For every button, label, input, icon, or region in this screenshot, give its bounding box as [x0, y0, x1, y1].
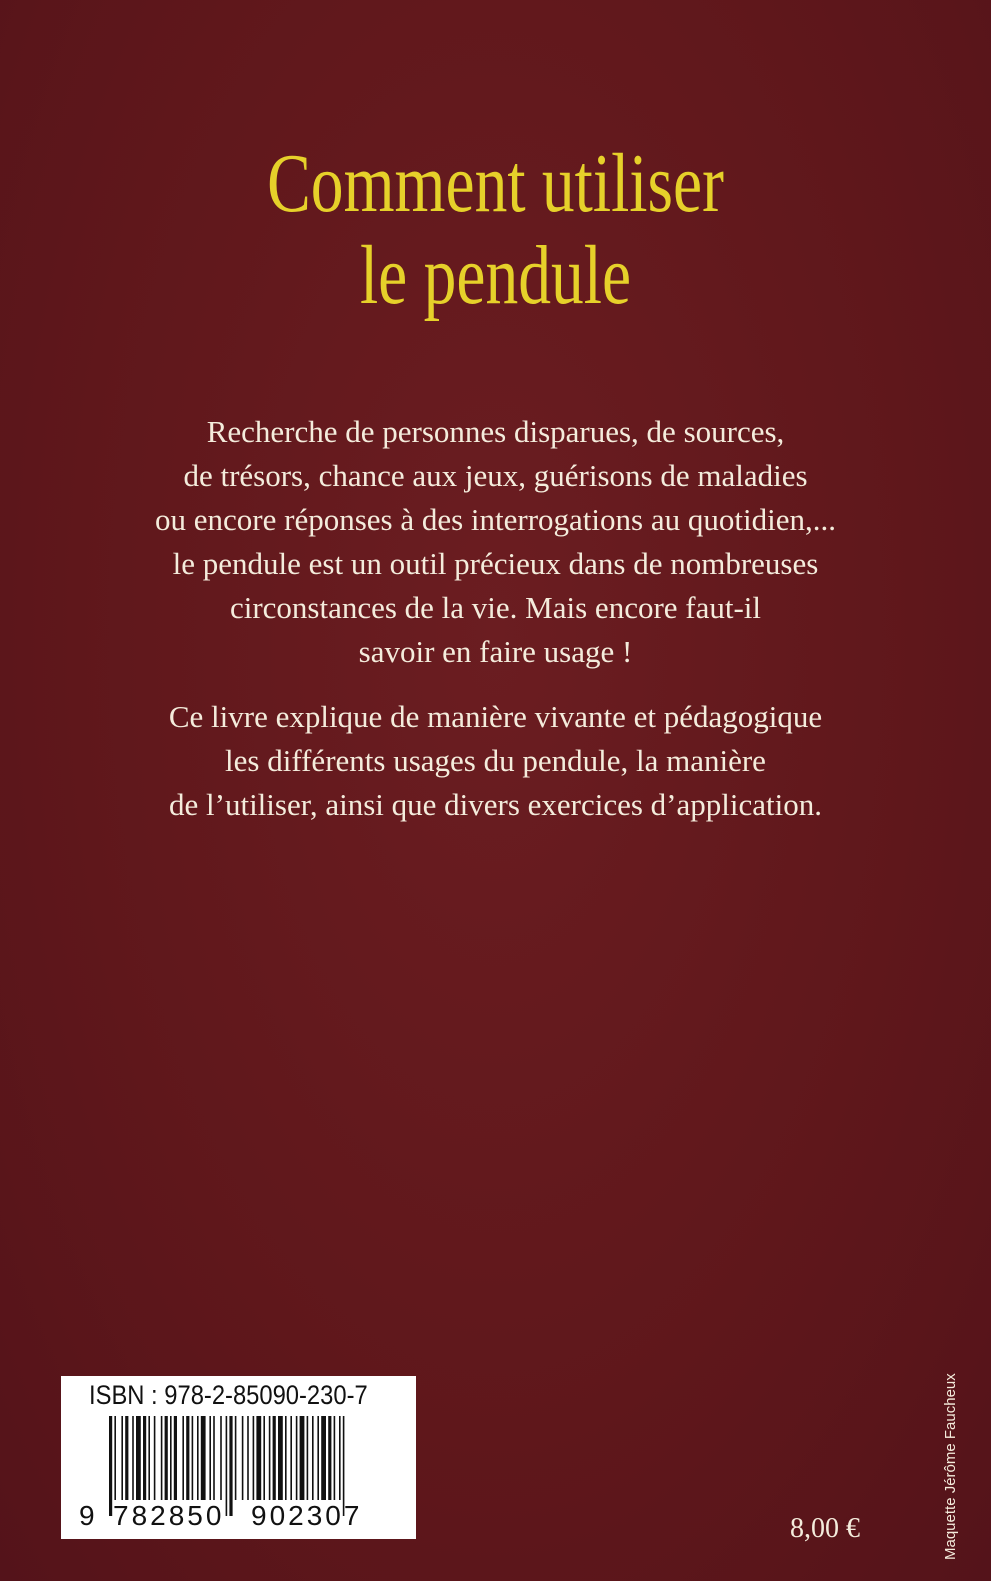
book-title [109, 138, 882, 322]
barcode-digit-first: 9 [79, 1500, 98, 1531]
blurb-line: savoir en faire usage ! [358, 634, 633, 669]
barcode-bar [226, 1416, 228, 1516]
barcode-bar [300, 1416, 305, 1500]
barcode-digits-right: 902307 [251, 1500, 363, 1531]
barcode-bar [201, 1416, 206, 1500]
barcode-bar [114, 1416, 116, 1500]
title-line-2: le pendule [359, 229, 632, 322]
barcode-bar [321, 1416, 326, 1500]
barcode-bar [312, 1416, 314, 1500]
barcode-bar [256, 1416, 261, 1500]
barcode-bar [170, 1416, 172, 1500]
barcode-bar [154, 1416, 156, 1500]
barcode-bar [213, 1416, 215, 1500]
blurb-line: Ce livre explique de manière vivante et pédagogique [168, 699, 823, 734]
barcode-bar [278, 1416, 283, 1500]
barcode-bar [136, 1416, 141, 1500]
barcode-bar [317, 1416, 319, 1500]
barcode-bar [229, 1416, 232, 1516]
barcode-bar [296, 1416, 298, 1500]
barcode-bar [148, 1416, 150, 1500]
barcode-bar [235, 1416, 237, 1500]
barcode-bar [174, 1416, 177, 1500]
barcode-bar [125, 1416, 128, 1500]
blurb-line: de trésors, chance aux jeux, guérisons de maladies [183, 458, 808, 493]
price-label: 8,00 € [790, 1513, 860, 1544]
barcode-bar [182, 1416, 184, 1500]
barcode-bar [197, 1416, 199, 1500]
barcode-bar [242, 1416, 244, 1500]
title-line-1: Comment utiliser [267, 137, 724, 230]
blurb-line: de l’utiliser, ainsi que divers exercices d’application. [169, 787, 822, 822]
isbn-number: ISBN : 978-2-85090-230-7 [89, 1380, 368, 1410]
barcode-bar [307, 1416, 309, 1500]
blurb-paragraph-2 [0, 695, 991, 827]
barcode-digits-left: 782850 [113, 1500, 225, 1531]
barcode-bar [209, 1416, 211, 1500]
barcode-bar [161, 1416, 163, 1500]
barcode-bar [109, 1416, 112, 1516]
barcode-bar [165, 1416, 168, 1500]
blurb-line: les différents usages du pendule, la manière [225, 743, 766, 778]
barcode-bar [269, 1416, 271, 1500]
blurb-line: circonstances de la vie. Mais encore faut-il [229, 590, 762, 625]
barcode-bar [132, 1416, 134, 1500]
barcode-bar [339, 1416, 341, 1500]
barcode-bar [285, 1416, 287, 1500]
barcode-bar [220, 1416, 222, 1500]
barcode-bar [263, 1416, 265, 1500]
barcode-bar [328, 1416, 331, 1500]
barcode-bar [186, 1416, 189, 1500]
barcode-bar [121, 1416, 123, 1500]
barcode-bar [247, 1416, 249, 1500]
blurb-paragraph-1 [0, 410, 991, 674]
barcode-bar [192, 1416, 194, 1500]
isbn-barcode-label [61, 1376, 416, 1539]
barcode-bar [290, 1416, 292, 1500]
blurb-line: Recherche de personnes disparues, de sources, [206, 414, 785, 449]
barcode-bar [273, 1416, 276, 1500]
barcode-bar [143, 1416, 146, 1500]
design-credit: Maquette Jérôme Faucheux [942, 1373, 959, 1560]
barcode-bar [334, 1416, 336, 1500]
blurb-line: ou encore réponses à des interrogations au quotidien,... [155, 502, 836, 537]
blurb-line: le pendule est un outil précieux dans de nombreuses [172, 546, 819, 581]
barcode-bar [253, 1416, 255, 1500]
